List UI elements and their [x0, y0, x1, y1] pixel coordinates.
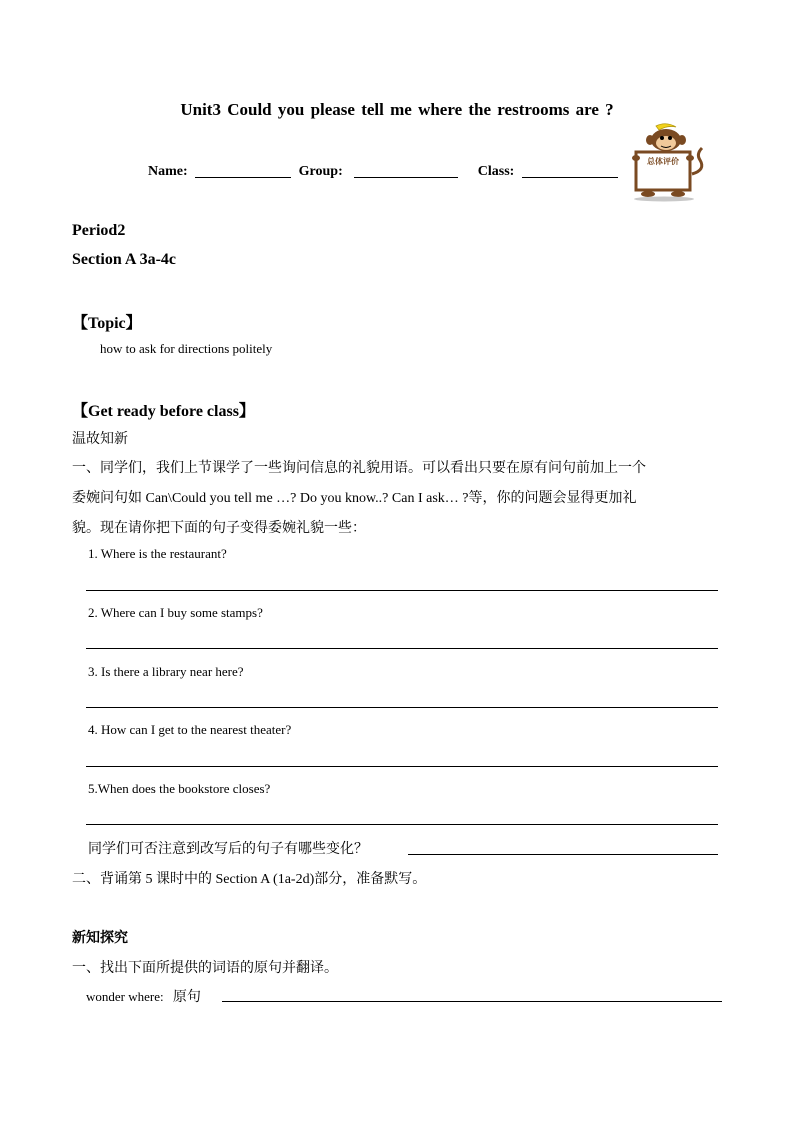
answer-line-2[interactable]	[86, 648, 718, 649]
topic-heading: 【Topic】	[72, 315, 142, 332]
original-sentence-label: 原句	[172, 990, 201, 1005]
question-2: 2. Where can I buy some stamps?	[88, 605, 263, 620]
answer-line-3[interactable]	[86, 707, 718, 708]
question-1: 1. Where is the restaurant?	[88, 546, 227, 561]
explore-item-1	[86, 986, 201, 1006]
student-info-row	[148, 163, 618, 180]
answer-line-1[interactable]	[86, 590, 718, 591]
monkey-mascot-icon	[626, 122, 710, 202]
question-4: 4. How can I get to the nearest theater?	[88, 722, 292, 737]
group-label: Group:	[298, 164, 343, 179]
name-field[interactable]	[195, 163, 291, 178]
notice-question: 同学们可否注意到改写后的句子有哪些变化？	[88, 842, 368, 857]
intro-line-1: 一、同学们，我们上节课学了一些询问信息的礼貌用语。可以看出只要在原有问句前加上一个	[72, 461, 646, 476]
explore-heading: 新知探究	[72, 931, 128, 946]
question-3: 3. Is there a library near here?	[88, 664, 244, 679]
get-ready-heading: 【Get ready before class】	[72, 403, 255, 420]
answer-line-5[interactable]	[86, 824, 718, 825]
original-sentence-line[interactable]	[222, 1001, 722, 1002]
question-5: 5.When does the bookstore closes?	[88, 781, 271, 796]
answer-line-4[interactable]	[86, 766, 718, 767]
period-label: Period2	[72, 222, 126, 239]
name-label: Name:	[148, 164, 188, 179]
task-2: 二、背诵第 5 课时中的 Section A (1a-2d)部分，准备默写。	[72, 872, 427, 887]
page-title: Unit3 Could you please tell me where the restrooms are ?	[180, 100, 614, 119]
intro-line-3: 貌。现在请你把下面的句子变得委婉礼貌一些：	[72, 521, 366, 536]
section-label: Section A 3a-4c	[72, 251, 176, 268]
topic-text: how to ask for directions politely	[100, 341, 273, 356]
class-field[interactable]	[522, 163, 618, 178]
class-label: Class:	[477, 164, 515, 179]
notice-answer-line[interactable]	[408, 854, 718, 855]
group-field[interactable]	[354, 163, 458, 178]
review-subtitle: 温故知新	[72, 432, 128, 447]
item-word: wonder where:	[86, 989, 164, 1004]
explore-task-1: 一、找出下面所提供的词语的原句并翻译。	[72, 961, 338, 976]
badge-label: 总体评价	[647, 157, 679, 166]
intro-line-2: 委婉问句如 Can\Could you tell me …? Do you know..? Can I ask… ?等，你的问题会显得更加礼	[72, 491, 637, 506]
evaluation-badge	[626, 122, 710, 202]
